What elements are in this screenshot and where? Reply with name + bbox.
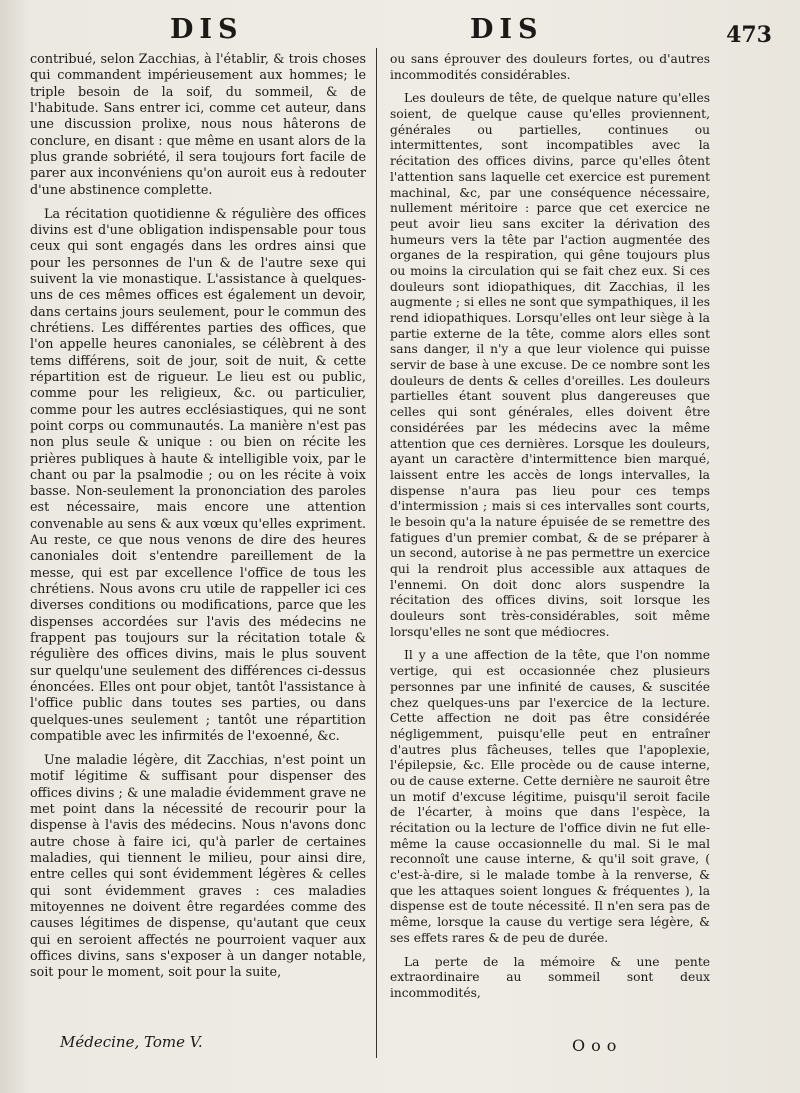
paragraph: Il y a une affection de la tête, que l'on nomme vertige, qui est occasionnée chez plusieurs personnes par une infinité de causes, & suscitée chez quelques-uns par l'exercice de la lecture. Cette affection ne doit pas être considérée négligemment, puisqu'elle peut en entraîner d'autres plus fâcheuses, telles que l'apoplexie, l'épilepsie, &c. Elle procède ou de cause interne, ou de cause externe. Cette dernière ne sauroit être un motif d'excuse légitime, puisqu'il seroit facile de l'écarter, à moins que dans l'espèce, la récitation ou la lecture de l'office divin ne fut elle-même la cause occasionnelle du mal. Si le mal reconnoît une cause interne, & qu'il soit grave, ( c'est-à-dire, si le malade tombe à la renverse, & que les attaques soient longues & fréquentes ), la dispense est de toute nécessité. Il n'en sera pas de même, lorsque la cause du vertige sera légère, & ses effets rares & de peu de durée.	[390, 648, 710, 945]
paragraph: ou sans éprouver des douleurs fortes, ou d'autres incommodités considérables.	[390, 52, 710, 82]
paragraph: La perte de la mémoire & une pente extraordinaire au sommeil sont deux incommodités,	[390, 954, 710, 1000]
right-column	[390, 52, 710, 1010]
signature-mark: Ooo	[572, 1036, 623, 1055]
paragraph: contribué, selon Zacchias, à l'établir, & trois choses qui commandent impérieusement aux hommes; le triple besoin de la soif, du sommeil, & de l'habitude. Sans entrer ici, comme cet auteur, dans une discussion prolixe, nous nous hâterons de conclure, en disant : que même en usant alors de la plus grande sobriété, il sera toujours fort facile de parer aux inconvéniens qu'on auroit eus à redouter d'une abstinence complette.	[30, 52, 366, 198]
paragraph: La récitation quotidienne & régulière des offices divins est d'une obligation indispensable pour tous ceux qui sont engagés dans les ordres ainsi que pour les personnes de l'un & de l'autre sexe qui suivent la vie monastique. L'assistance à quelques-uns de ces mêmes offices est également un devoir, dans certains jours seulement, pour le commun des chrétiens. Les différentes parties des offices, que l'on appelle heures canoniales, se célèbrent à des tems différens, soit de jour, soit de nuit, & cette répartition est de rigueur. Le lieu est ou public, comme pour les religieux, &c. ou particulier, comme pour les autres ecclésiastiques, qui ne sont point corps ou communautés. La manière n'est pas non plus seule & unique : ou bien on récite les prières publiques à haute & intelligible voix, par le chant ou par la psalmodie ; ou on les récite à voix basse. Non-seulement la prononciation des paroles est nécessaire, mais encore une attention convenable au sens & aux vœux qu'elles expriment. Au reste, ce que nous venons de dire des heures canoniales doit s'entendre pareillement de la messe, qui est par excellence l'office de tous les chrétiens. Nous avons cru utile de rappeller ici ces diverses conditions ou modifications, parce que les dispenses accordées sur l'avis des médecins ne frappent pas toujours sur la récitation totale & régulière des offices divins, mais le plus souvent sur quelqu'une seulement des différences ci-dessus énoncées. Elles ont pour objet, tantôt l'assistance à l'office public dans toutes ses parties, ou dans quelques-unes seulement ; tantôt une répartition compatible avec les infirmités de l'exoenné, &c.	[30, 206, 366, 744]
column-divider	[376, 48, 377, 1058]
paragraph: Une maladie légère, dit Zacchias, n'est point un motif légitime & suffisant pour dispenser des offices divins ; & une maladie évidemment grave ne met point dans la nécessité de recourir pour la dispense à l'avis des médecins. Nous n'avons donc autre chose à faire ici, qu'à parler de certaines maladies, qui tiennent le milieu, pour ainsi dire, entre celles qui sont évidemment légères & celles qui sont évidemment graves : ces maladies mitoyennes ne doivent être regardées comme des causes légitimes de dispense, qu'autant que ceux qui en seroient affectés ne pourroient vaquer aux offices divins, sans s'exposer à un danger notable, soit pour le moment, soit pour la suite,	[30, 753, 366, 981]
footer-volume: Médecine, Tome V.	[60, 1033, 203, 1051]
running-head-right: DIS	[470, 14, 544, 45]
paragraph: Les douleurs de tête, de quelque nature qu'elles soient, de quelque cause qu'elles proviennent, générales ou partielles, continues ou intermittentes, sont incompatibles avec la récitation des offices divins, parce qu'elles ôtent l'attention sans laquelle cet exercice est purement machinal, &c, par une conséquence nécessaire, nullement méritoire : parce que cet exercice ne peut avoir lieu sans exciter la dérivation des humeurs vers la tête par l'action augmentée des organes de la respiration, qui gêne toujours plus ou moins la circulation qui se fait chez eux. Si ces douleurs sont idiopathiques, dit Zacchias, il les augmente ; si elles ne sont que sympathiques, il les rend idiopathiques. Lorsqu'elles ont leur siège à la partie externe de la tête, comme alors elles sont sans danger, il n'y a que leur violence qui puisse servir de base à une excuse. De ce nombre sont les douleurs de dents & celles d'oreilles. Les douleurs partielles étant souvent plus dangereuses que celles qui sont générales, elles doivent être considérées par les médecins avec la même attention que ces dernières. Lorsque les douleurs, ayant un caractère d'intermittence bien marqué, laissent entre les accès de longs intervalles, la dispense n'aura pas lieu pour ces temps d'intermission ; mais si ces intervalles sont courts, le besoin qu'a la nature épuisée de se remettre des fatigues d'un premier combat, & de se préparer à un second, autorise à ne pas permettre un exercice qui la rendroit plus accessible aux attaques de l'ennemi. On doit donc alors suspendre la récitation des offices divins, soit lorsque les douleurs sont très-considérables, soit même lorsqu'elles ne sont que médiocres.	[390, 91, 710, 639]
left-column	[30, 52, 366, 990]
page-number: 473	[726, 22, 772, 48]
running-head-left: DIS	[170, 14, 244, 45]
